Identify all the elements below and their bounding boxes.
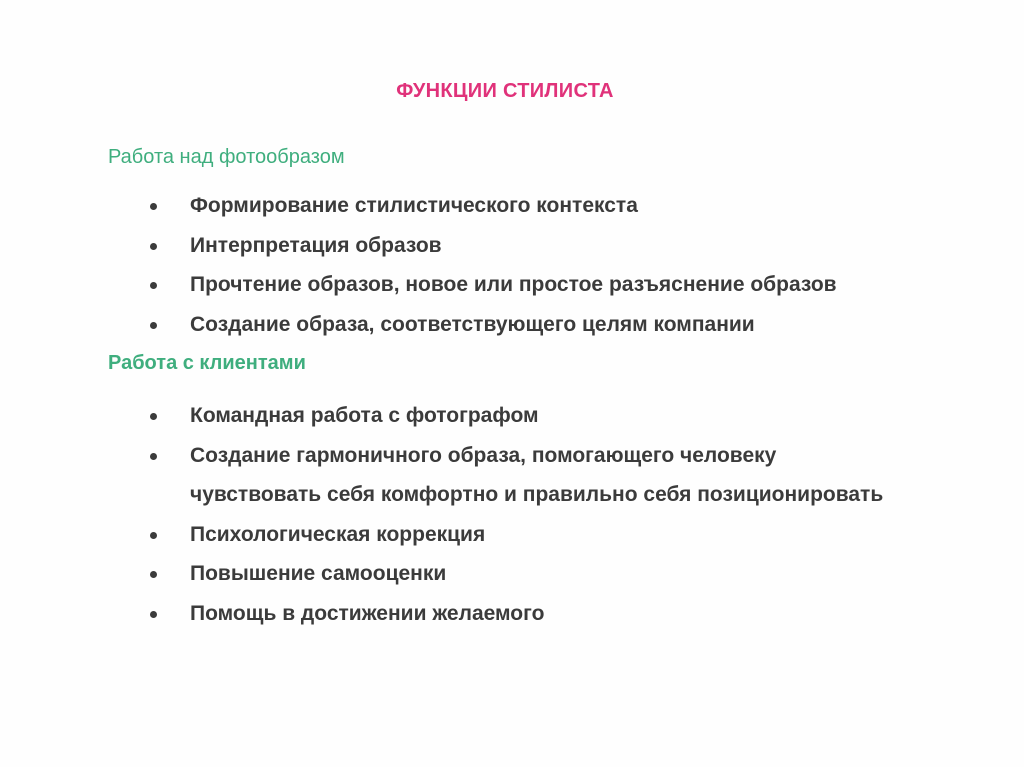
list-item-text-continuation: чувствовать себя комфортно и правильно себя позиционировать [190, 483, 884, 506]
list-item [150, 515, 883, 555]
slide-title: ФУНКЦИИ СТИЛИСТА [396, 80, 614, 102]
section-heading-clients: Работа с клиентами [108, 352, 306, 374]
bullet-list-photo-image [150, 186, 837, 344]
bullet-icon [150, 611, 157, 618]
list-item [150, 554, 883, 594]
list-item-text: Помощь в достижении желаемого [190, 601, 545, 625]
bullet-icon [150, 322, 157, 329]
list-item [150, 396, 883, 436]
list-item [150, 186, 837, 226]
list-item-text: Психологическая коррекция [190, 522, 486, 546]
bullet-icon [150, 532, 157, 539]
section-heading-photo-image: Работа над фотообразом [108, 146, 345, 168]
bullet-icon [150, 243, 157, 250]
bullet-icon [150, 453, 157, 460]
bullet-icon [150, 282, 157, 289]
list-item-text: Командная работа с фотографом [190, 404, 539, 427]
bullet-icon [150, 413, 157, 420]
list-item-text: Создание образа, соответствующего целям компании [190, 312, 755, 336]
list-item [150, 436, 883, 515]
bullet-icon [150, 203, 157, 210]
list-item-text: Формирование стилистического контекста [190, 194, 638, 217]
list-item [150, 265, 837, 305]
bullet-list-clients [150, 396, 883, 633]
list-item-text: Прочтение образов, новое или простое разъяснение образов [190, 273, 837, 296]
bullet-icon [150, 571, 157, 578]
list-item [150, 305, 837, 345]
list-item-text: Интерпретация образов [190, 233, 442, 257]
list-item-text: Создание гармоничного образа, помогающего человеку [190, 443, 777, 467]
list-item [150, 226, 837, 266]
list-item-text: Повышение самооценки [190, 562, 447, 585]
list-item [150, 594, 883, 634]
